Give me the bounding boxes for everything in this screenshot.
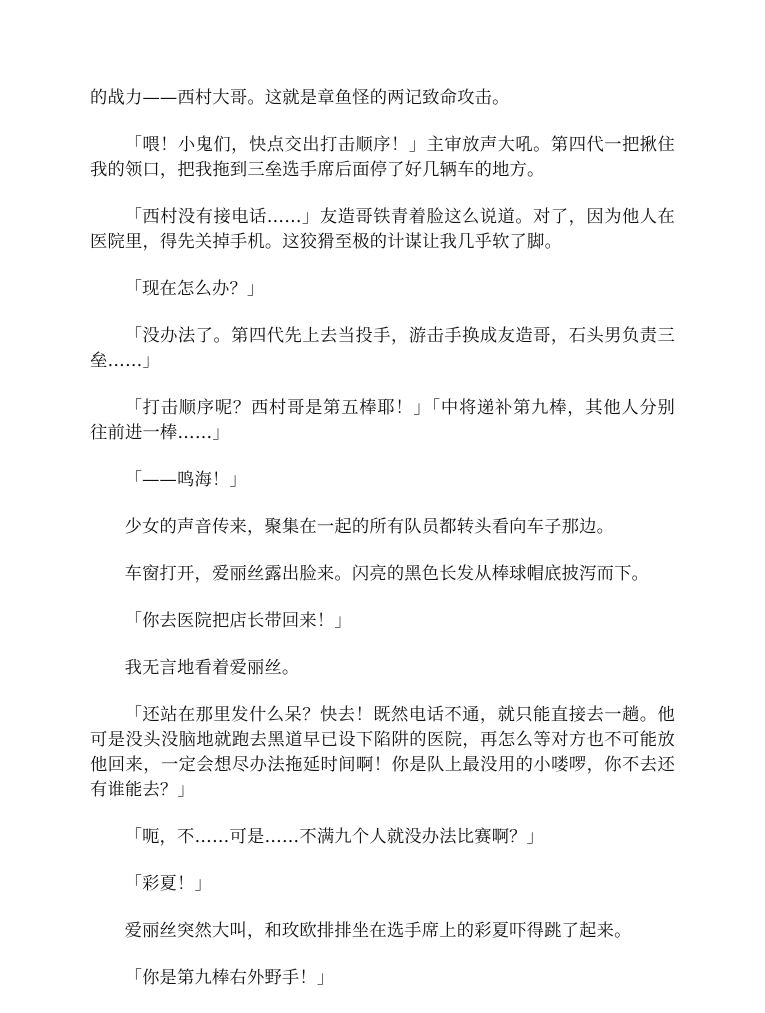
paragraph-9: 车窗打开，爱丽丝露出脸来。闪亮的黑色长发从棒球帽底披泻而下。 bbox=[124, 564, 650, 584]
paragraph-14: 「彩夏！」 bbox=[124, 874, 213, 894]
paragraph-1: 的战力——西村大哥。这就是章鱼怪的两记致命攻击。 bbox=[90, 88, 510, 108]
paragraph-3: 「西村没有接电话……」友造哥铁青着脸这么说道。对了，因为他人在医院里，得先关掉手机。这狡猾至极的计谋让我几乎软了脚。 bbox=[90, 207, 675, 252]
paragraph-12: 「还站在那里发什么呆？快去！既然电话不通，就只能直接去一趟。他可是没头没脑地就跑去黑道早已设下陷阱的医院，再怎么等对方也不可能放他回来，一定会想尽办法拖延时间啊！你是队上最没用的小喽啰，你不去还有谁能去？」 bbox=[90, 705, 675, 800]
paragraph-13: 「呃，不……可是……不满九个人就没办法比赛啊？」 bbox=[124, 827, 545, 847]
paragraph-8: 少女的声音传来，聚集在一起的所有队员都转头看向车子那边。 bbox=[124, 517, 615, 537]
document-page bbox=[90, 86, 675, 1013]
paragraph-7: 「——鸣海！」 bbox=[124, 470, 247, 490]
paragraph-2: 「喂！小鬼们，快点交出打击顺序！」主审放声大吼。第四代一把揪住我的领口，把我拖到三垒选手席后面停了好几辆车的地方。 bbox=[90, 135, 675, 180]
paragraph-10: 「你去医院把店长带回来！」 bbox=[124, 611, 352, 631]
paragraph-6: 「打击顺序呢？西村哥是第五棒耶！」「中将递补第九棒，其他人分别往前进一棒……」 bbox=[90, 398, 675, 443]
paragraph-5: 「没办法了。第四代先上去当投手，游击手换成友造哥，石头男负责三垒……」 bbox=[90, 326, 675, 371]
paragraph-4: 「现在怎么办？」 bbox=[124, 279, 265, 299]
paragraph-11: 我无言地看着爱丽丝。 bbox=[124, 658, 300, 678]
paragraph-16: 「你是第九棒右外野手！」 bbox=[124, 968, 335, 988]
paragraph-15: 爱丽丝突然大叫，和玫欧排排坐在选手席上的彩夏吓得跳了起来。 bbox=[124, 921, 632, 941]
